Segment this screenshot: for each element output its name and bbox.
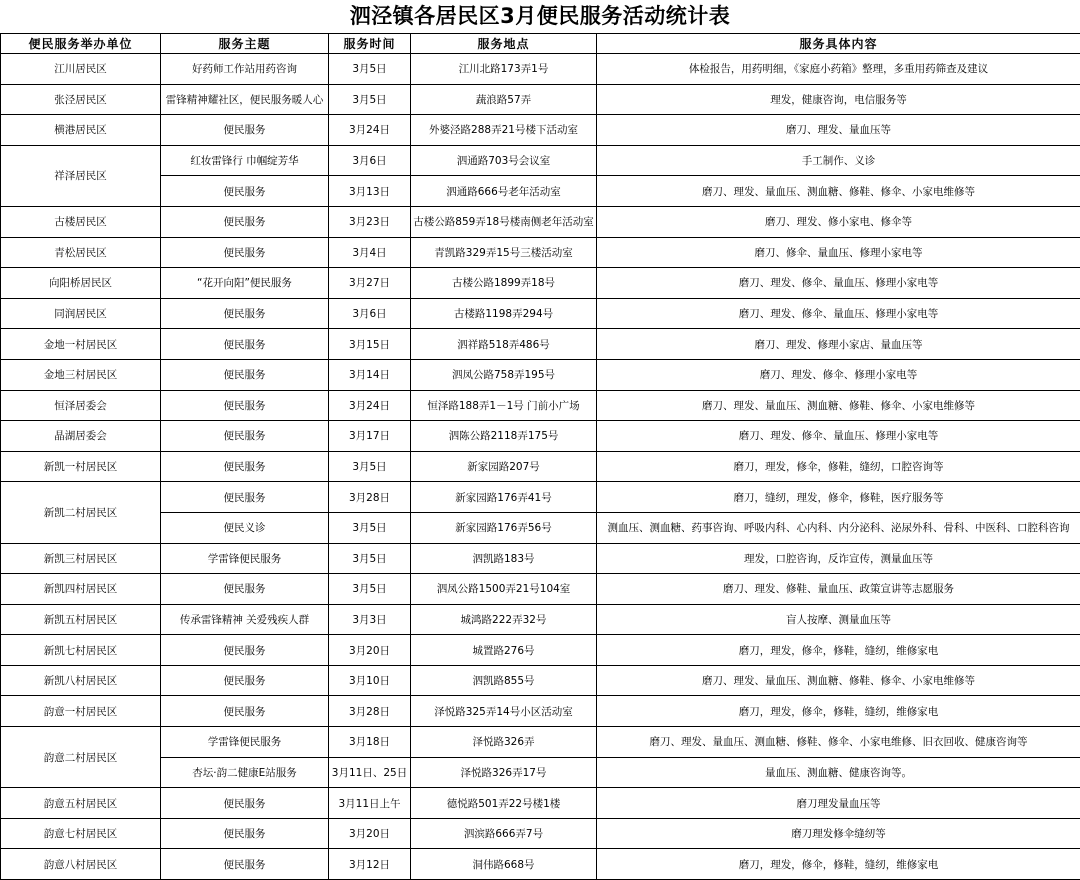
cell-content: 理发，口腔咨询，反诈宣传，测量血压等 bbox=[597, 543, 1080, 574]
cell-unit: 张泾居民区 bbox=[1, 84, 161, 115]
cell-theme: “花开向阳”便民服务 bbox=[161, 268, 329, 299]
cell-place: 新家园路176弄56号 bbox=[411, 512, 597, 543]
cell-unit: 横港居民区 bbox=[1, 115, 161, 146]
table-row bbox=[1, 512, 1080, 543]
table-row bbox=[1, 665, 1080, 696]
cell-place: 恒泽路188弄1－1号 门前小广场 bbox=[411, 390, 597, 421]
cell-content: 磨刀理发量血压等 bbox=[597, 788, 1080, 819]
cell-time: 3月24日 bbox=[329, 390, 411, 421]
cell-unit: 韵意二村居民区 bbox=[1, 727, 161, 788]
cell-theme: 便民服务 bbox=[161, 482, 329, 513]
service-table bbox=[0, 33, 1080, 880]
cell-time: 3月20日 bbox=[329, 635, 411, 666]
table-row bbox=[1, 206, 1080, 237]
table-row bbox=[1, 176, 1080, 207]
cell-content: 磨刀，缝纫，理发，修伞，修鞋，医疗服务等 bbox=[597, 482, 1080, 513]
cell-time: 3月14日 bbox=[329, 359, 411, 390]
cell-place: 新家园路176弄41号 bbox=[411, 482, 597, 513]
table-row bbox=[1, 268, 1080, 299]
cell-place: 青凯路329弄15号三楼活动室 bbox=[411, 237, 597, 268]
header-time: 服务时间 bbox=[329, 34, 411, 54]
cell-content: 磨刀，理发，修伞，修鞋，缝纫，维修家电 bbox=[597, 635, 1080, 666]
cell-time: 3月17日 bbox=[329, 421, 411, 452]
cell-unit: 恒泽居委会 bbox=[1, 390, 161, 421]
cell-time: 3月10日 bbox=[329, 665, 411, 696]
cell-time: 3月23日 bbox=[329, 206, 411, 237]
table-row bbox=[1, 359, 1080, 390]
cell-unit: 韵意八村居民区 bbox=[1, 849, 161, 880]
cell-time: 3月3日 bbox=[329, 604, 411, 635]
cell-theme: 学雷锋便民服务 bbox=[161, 727, 329, 758]
cell-place: 泗凤公路1500弄21号104室 bbox=[411, 574, 597, 605]
cell-unit: 新凯五村居民区 bbox=[1, 604, 161, 635]
cell-theme: 便民服务 bbox=[161, 696, 329, 727]
cell-time: 3月28日 bbox=[329, 696, 411, 727]
cell-unit: 青松居民区 bbox=[1, 237, 161, 268]
cell-content: 磨刀、理发、修伞、量血压、修理小家电等 bbox=[597, 421, 1080, 452]
cell-content: 磨刀、理发、量血压、测血糖、修鞋、修伞、小家电维修等 bbox=[597, 390, 1080, 421]
cell-place: 泽悦路325弄14号小区活动室 bbox=[411, 696, 597, 727]
cell-content: 手工制作、义诊 bbox=[597, 145, 1080, 176]
cell-place: 泗陈公路2118弄175号 bbox=[411, 421, 597, 452]
cell-unit: 新凯四村居民区 bbox=[1, 574, 161, 605]
cell-place: 泗凤公路758弄195号 bbox=[411, 359, 597, 390]
cell-place: 泗祥路518弄486号 bbox=[411, 329, 597, 360]
cell-time: 3月20日 bbox=[329, 818, 411, 849]
table-row bbox=[1, 145, 1080, 176]
table-row bbox=[1, 727, 1080, 758]
cell-place: 泗凯路855号 bbox=[411, 665, 597, 696]
cell-theme: 便民服务 bbox=[161, 237, 329, 268]
cell-unit: 新凯一村居民区 bbox=[1, 451, 161, 482]
cell-time: 3月28日 bbox=[329, 482, 411, 513]
cell-content: 磨刀、理发、修鞋、量血压、政策宣讲等志愿服务 bbox=[597, 574, 1080, 605]
cell-content: 磨刀、理发、量血压、测血糖、修鞋、修伞、小家电维修、旧衣回收、健康咨询等 bbox=[597, 727, 1080, 758]
cell-place: 外婆泾路288弄21号楼下活动室 bbox=[411, 115, 597, 146]
cell-place: 蔬浪路57弄 bbox=[411, 84, 597, 115]
cell-place: 古楼路1198弄294号 bbox=[411, 298, 597, 329]
table-row bbox=[1, 84, 1080, 115]
cell-time: 3月5日 bbox=[329, 54, 411, 85]
cell-unit: 江川居民区 bbox=[1, 54, 161, 85]
table-row bbox=[1, 635, 1080, 666]
cell-content: 磨刀、理发、修伞、量血压、修理小家电等 bbox=[597, 268, 1080, 299]
cell-place: 城置路276号 bbox=[411, 635, 597, 666]
cell-content: 磨刀、修伞、量血压、修理小家电等 bbox=[597, 237, 1080, 268]
table-row bbox=[1, 574, 1080, 605]
cell-theme: 便民服务 bbox=[161, 421, 329, 452]
table-row bbox=[1, 818, 1080, 849]
cell-theme: 便民服务 bbox=[161, 329, 329, 360]
cell-theme: 好药师工作站用药咨询 bbox=[161, 54, 329, 85]
cell-unit: 晶湖居委会 bbox=[1, 421, 161, 452]
table-row bbox=[1, 390, 1080, 421]
table-row bbox=[1, 482, 1080, 513]
cell-unit: 金地三村居民区 bbox=[1, 359, 161, 390]
cell-unit: 金地一村居民区 bbox=[1, 329, 161, 360]
table-body bbox=[1, 54, 1080, 880]
cell-theme: 红妆雷锋行 巾帼绽芳华 bbox=[161, 145, 329, 176]
cell-theme: 便民服务 bbox=[161, 665, 329, 696]
cell-place: 城鸿路222弄32号 bbox=[411, 604, 597, 635]
cell-place: 古楼公路1899弄18号 bbox=[411, 268, 597, 299]
cell-content: 理发，健康咨询，电信服务等 bbox=[597, 84, 1080, 115]
cell-theme: 便民服务 bbox=[161, 574, 329, 605]
cell-content: 磨刀、理发、量血压、测血糖、修鞋、修伞、小家电维修等 bbox=[597, 665, 1080, 696]
cell-content: 磨刀、理发、量血压等 bbox=[597, 115, 1080, 146]
cell-time: 3月5日 bbox=[329, 543, 411, 574]
cell-place: 泗通路703号会议室 bbox=[411, 145, 597, 176]
table-row bbox=[1, 421, 1080, 452]
cell-time: 3月18日 bbox=[329, 727, 411, 758]
cell-theme: 便民服务 bbox=[161, 390, 329, 421]
cell-theme: 杏坛·韵二健康E站服务 bbox=[161, 757, 329, 788]
cell-theme: 便民义诊 bbox=[161, 512, 329, 543]
table-row bbox=[1, 757, 1080, 788]
cell-theme: 便民服务 bbox=[161, 298, 329, 329]
cell-content: 磨刀理发修伞缝纫等 bbox=[597, 818, 1080, 849]
cell-theme: 便民服务 bbox=[161, 206, 329, 237]
cell-time: 3月12日 bbox=[329, 849, 411, 880]
table-row bbox=[1, 115, 1080, 146]
cell-content: 盲人按摩、测量血压等 bbox=[597, 604, 1080, 635]
cell-place: 德悦路501弄22号楼1楼 bbox=[411, 788, 597, 819]
header-content: 服务具体内容 bbox=[597, 34, 1080, 54]
cell-time: 3月11日上午 bbox=[329, 788, 411, 819]
cell-content: 磨刀，理发，修伞，修鞋，缝纫，口腔咨询等 bbox=[597, 451, 1080, 482]
header-place: 服务地点 bbox=[411, 34, 597, 54]
cell-place: 泽悦路326弄 bbox=[411, 727, 597, 758]
cell-unit: 韵意五村居民区 bbox=[1, 788, 161, 819]
cell-theme: 便民服务 bbox=[161, 115, 329, 146]
cell-place: 泗凯路183号 bbox=[411, 543, 597, 574]
cell-place: 泗通路666号老年活动室 bbox=[411, 176, 597, 207]
cell-content: 体检报告，用药明细，《家庭小药箱》整理，多重用药筛查及建议 bbox=[597, 54, 1080, 85]
header-theme: 服务主题 bbox=[161, 34, 329, 54]
cell-time: 3月6日 bbox=[329, 145, 411, 176]
cell-unit: 韵意一村居民区 bbox=[1, 696, 161, 727]
cell-unit: 古楼居民区 bbox=[1, 206, 161, 237]
cell-content: 磨刀、理发、修伞、量血压、修理小家电等 bbox=[597, 298, 1080, 329]
table-row bbox=[1, 788, 1080, 819]
cell-time: 3月4日 bbox=[329, 237, 411, 268]
table-row bbox=[1, 329, 1080, 360]
cell-theme: 便民服务 bbox=[161, 451, 329, 482]
table-row bbox=[1, 543, 1080, 574]
cell-unit: 同润居民区 bbox=[1, 298, 161, 329]
table-row bbox=[1, 54, 1080, 85]
cell-theme: 便民服务 bbox=[161, 788, 329, 819]
cell-content: 磨刀，理发，修伞，修鞋，缝纫，维修家电 bbox=[597, 696, 1080, 727]
cell-time: 3月5日 bbox=[329, 574, 411, 605]
cell-theme: 便民服务 bbox=[161, 359, 329, 390]
cell-content: 磨刀、理发、修理小家店、量血压等 bbox=[597, 329, 1080, 360]
cell-content: 测血压、测血糖、药事咨询、呼吸内科、心内科、内分泌科、泌尿外科、骨科、中医科、口腔科咨询 bbox=[597, 512, 1080, 543]
cell-unit: 向阳桥居民区 bbox=[1, 268, 161, 299]
table-title: 泗泾镇各居民区3月便民服务活动统计表 bbox=[0, 0, 1080, 33]
table-row bbox=[1, 237, 1080, 268]
cell-theme: 便民服务 bbox=[161, 818, 329, 849]
cell-content: 量血压、测血糖、健康咨询等。 bbox=[597, 757, 1080, 788]
cell-place: 洞伟路668号 bbox=[411, 849, 597, 880]
cell-theme: 传承雷锋精神 关爱残疾人群 bbox=[161, 604, 329, 635]
cell-time: 3月5日 bbox=[329, 84, 411, 115]
cell-time: 3月24日 bbox=[329, 115, 411, 146]
cell-theme: 便民服务 bbox=[161, 176, 329, 207]
cell-place: 泗滨路666弄7号 bbox=[411, 818, 597, 849]
cell-place: 泽悦路326弄17号 bbox=[411, 757, 597, 788]
cell-time: 3月11日、25日 bbox=[329, 757, 411, 788]
cell-time: 3月5日 bbox=[329, 451, 411, 482]
cell-unit: 祥泽居民区 bbox=[1, 145, 161, 206]
table-row bbox=[1, 696, 1080, 727]
cell-unit: 新凯二村居民区 bbox=[1, 482, 161, 543]
cell-theme: 雷锋精神耀社区，便民服务暖人心 bbox=[161, 84, 329, 115]
cell-unit: 韵意七村居民区 bbox=[1, 818, 161, 849]
cell-unit: 新凯七村居民区 bbox=[1, 635, 161, 666]
cell-content: 磨刀、理发、量血压、测血糖、修鞋、修伞、小家电维修等 bbox=[597, 176, 1080, 207]
table-row bbox=[1, 298, 1080, 329]
cell-time: 3月5日 bbox=[329, 512, 411, 543]
cell-unit: 新凯八村居民区 bbox=[1, 665, 161, 696]
table-row bbox=[1, 849, 1080, 880]
header-row bbox=[1, 34, 1080, 54]
cell-place: 新家园路207号 bbox=[411, 451, 597, 482]
cell-time: 3月27日 bbox=[329, 268, 411, 299]
cell-content: 磨刀、理发、修伞、修理小家电等 bbox=[597, 359, 1080, 390]
cell-theme: 便民服务 bbox=[161, 849, 329, 880]
cell-time: 3月13日 bbox=[329, 176, 411, 207]
cell-unit: 新凯三村居民区 bbox=[1, 543, 161, 574]
cell-content: 磨刀、理发、修小家电、修伞等 bbox=[597, 206, 1080, 237]
cell-theme: 便民服务 bbox=[161, 635, 329, 666]
table-row bbox=[1, 604, 1080, 635]
header-unit: 便民服务举办单位 bbox=[1, 34, 161, 54]
cell-place: 江川北路173弄1号 bbox=[411, 54, 597, 85]
cell-theme: 学雷锋便民服务 bbox=[161, 543, 329, 574]
cell-content: 磨刀，理发，修伞，修鞋，缝纫，维修家电 bbox=[597, 849, 1080, 880]
cell-place: 古楼公路859弄18号楼南侧老年活动室 bbox=[411, 206, 597, 237]
cell-time: 3月6日 bbox=[329, 298, 411, 329]
table-row bbox=[1, 451, 1080, 482]
cell-time: 3月15日 bbox=[329, 329, 411, 360]
